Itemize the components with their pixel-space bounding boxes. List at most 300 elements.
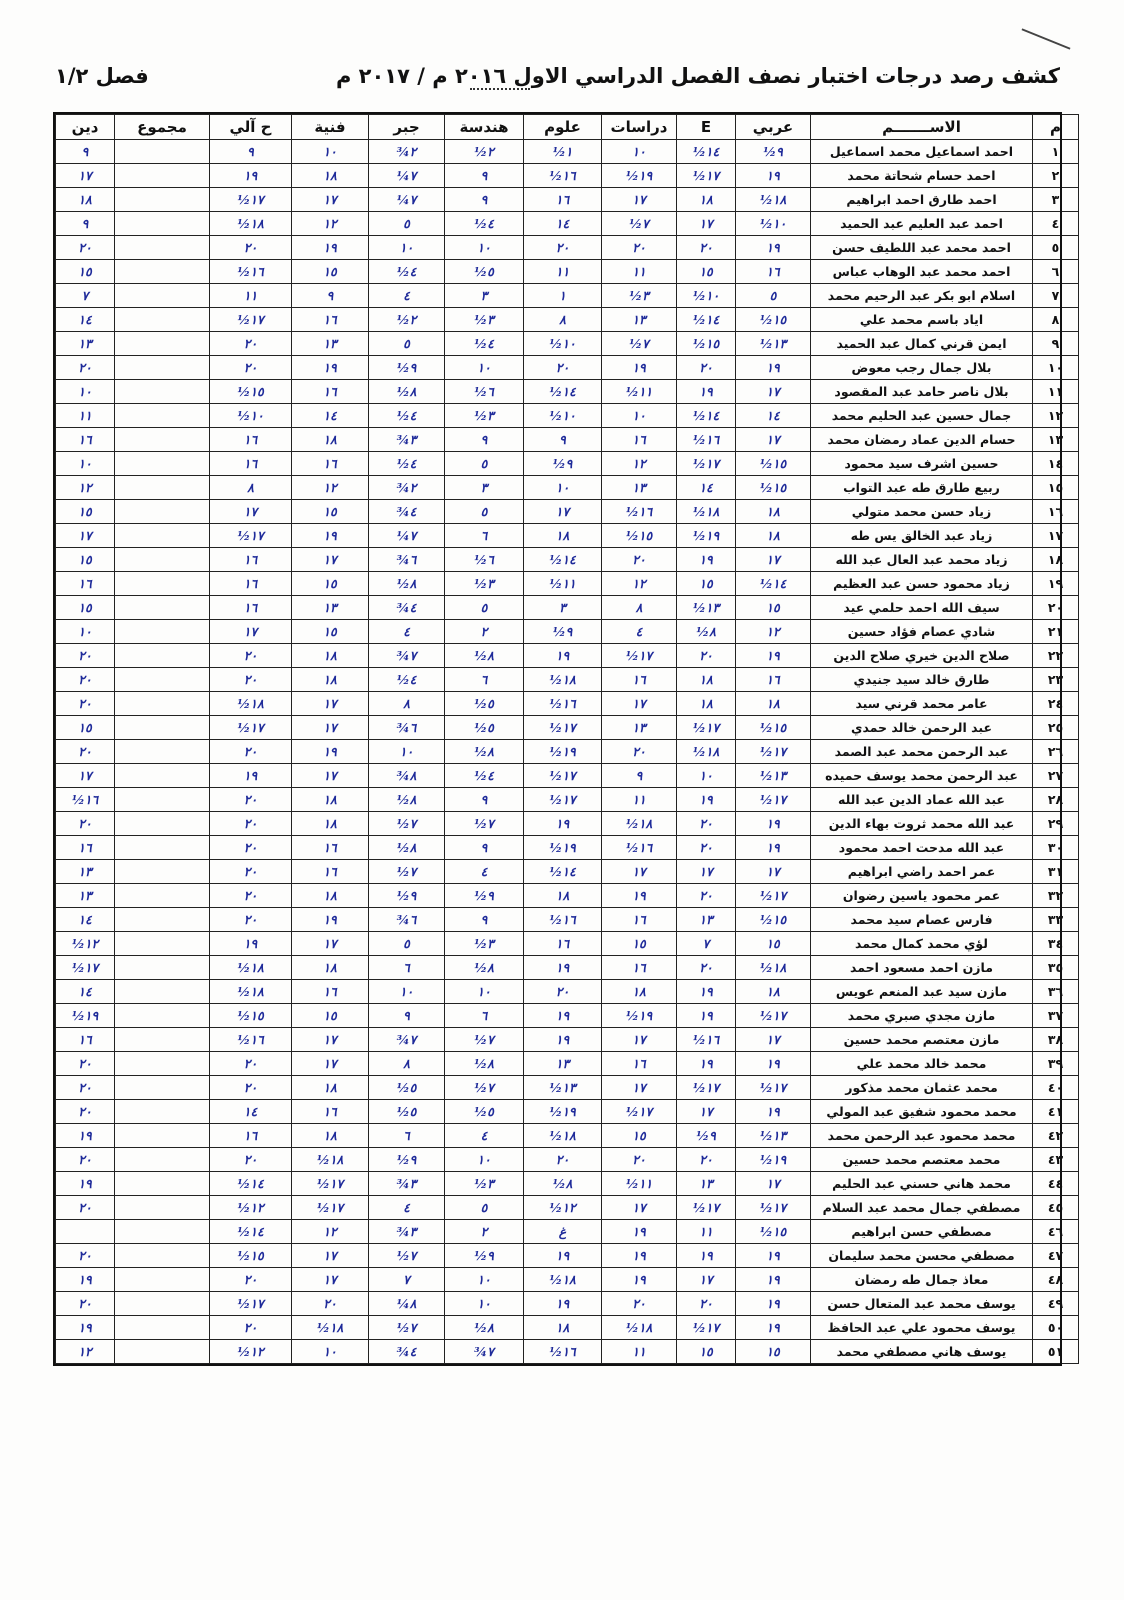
grade-arabic: ١٨½ — [736, 956, 811, 980]
grades-table — [55, 114, 1079, 1364]
table-row — [56, 452, 1079, 476]
row-serial: ٣١ — [1033, 860, 1079, 884]
grade-geometry: ٨½ — [445, 1316, 524, 1340]
grade-art: ١٥ — [292, 500, 369, 524]
grade-science: ١ — [524, 284, 602, 308]
grade-science: ١٦½ — [524, 692, 602, 716]
table-row — [56, 668, 1079, 692]
row-serial: ٣٩ — [1033, 1052, 1079, 1076]
grade-social: ٢٠ — [602, 1148, 677, 1172]
row-serial: ٣٠ — [1033, 836, 1079, 860]
grade-algebra: ٤½ — [369, 452, 445, 476]
grade-art: ١٠ — [292, 1340, 369, 1364]
grade-arabic: ١٧ — [736, 380, 811, 404]
grade-english: ١٥ — [677, 1340, 736, 1364]
grade-geometry: ٥ — [445, 1196, 524, 1220]
row-serial: ٢٢ — [1033, 644, 1079, 668]
table-row — [56, 1004, 1079, 1028]
grade-science: ١٧½ — [524, 764, 602, 788]
table-row — [56, 548, 1079, 572]
grade-geometry: ٨½ — [445, 740, 524, 764]
grade-english: ١٨ — [677, 692, 736, 716]
grade-computer: ٢٠ — [210, 1316, 292, 1340]
grade-social: ١٥ — [602, 1124, 677, 1148]
grade-computer: ١٩ — [210, 764, 292, 788]
grade-total — [115, 524, 210, 548]
header-col-total: مجموع — [115, 115, 210, 140]
grade-english: ١٣½ — [677, 596, 736, 620]
grade-english: ١٧½ — [677, 1196, 736, 1220]
grade-arabic: ١٧ — [736, 1028, 811, 1052]
grade-total — [115, 1100, 210, 1124]
grade-algebra: ٨½ — [369, 572, 445, 596]
grade-art: ١٢ — [292, 1220, 369, 1244]
grade-social: ١٧ — [602, 692, 677, 716]
grade-computer: ١٤½ — [210, 1172, 292, 1196]
grade-art: ١٣ — [292, 596, 369, 620]
table-row — [56, 716, 1079, 740]
grade-computer: ٢٠ — [210, 236, 292, 260]
grade-geometry: ٤½ — [445, 764, 524, 788]
student-name: يوسف محمود علي عبد الحافظ — [811, 1316, 1033, 1340]
grade-computer: ٨ — [210, 476, 292, 500]
row-serial: ٦ — [1033, 260, 1079, 284]
grade-science: ١٠½ — [524, 332, 602, 356]
table-row — [56, 236, 1079, 260]
grade-religion: ١٥ — [56, 500, 115, 524]
student-name: معاذ جمال طه رمضان — [811, 1268, 1033, 1292]
grade-computer: ٢٠ — [210, 332, 292, 356]
grade-geometry: ٣½ — [445, 572, 524, 596]
grade-total — [115, 860, 210, 884]
student-name: ايمن قرني كمال عبد الحميد — [811, 332, 1033, 356]
table-row — [56, 644, 1079, 668]
grade-geometry: ٩ — [445, 908, 524, 932]
student-name: مازن مجدي صبري محمد — [811, 1004, 1033, 1028]
row-serial: ١٣ — [1033, 428, 1079, 452]
grade-computer: ١٨½ — [210, 212, 292, 236]
grade-religion: ١٦ — [56, 428, 115, 452]
grade-arabic: ١٥ — [736, 1340, 811, 1364]
grade-english: ١٠½ — [677, 284, 736, 308]
table-row — [56, 356, 1079, 380]
grade-art: ١٦ — [292, 308, 369, 332]
row-serial: ٢٣ — [1033, 668, 1079, 692]
grade-arabic: ١٥½ — [736, 308, 811, 332]
grade-geometry: ١٠ — [445, 236, 524, 260]
grade-english: ٢٠ — [677, 836, 736, 860]
grade-arabic: ١٩ — [736, 1052, 811, 1076]
grade-total — [115, 188, 210, 212]
sheet-header — [55, 64, 1060, 98]
grade-total — [115, 596, 210, 620]
grade-english: ١٥ — [677, 572, 736, 596]
grade-total — [115, 716, 210, 740]
grade-science: ١٦ — [524, 188, 602, 212]
grade-computer: ١٦ — [210, 548, 292, 572]
grade-algebra: ٤¾ — [369, 1340, 445, 1364]
grade-science: ١٠ — [524, 476, 602, 500]
grade-social: ١٣ — [602, 476, 677, 500]
grade-social: ١٠ — [602, 404, 677, 428]
row-serial: ٣٣ — [1033, 908, 1079, 932]
grade-computer: ٢٠ — [210, 1148, 292, 1172]
grade-computer: ١٧½ — [210, 1292, 292, 1316]
grade-computer: ١٦ — [210, 596, 292, 620]
grade-computer: ٢٠ — [210, 860, 292, 884]
header-col-computer: ح آلي — [210, 115, 292, 140]
grade-algebra: ٨½ — [369, 788, 445, 812]
grade-computer: ١٦ — [210, 572, 292, 596]
grade-algebra: ٢½ — [369, 308, 445, 332]
grade-total — [115, 380, 210, 404]
grade-total — [115, 548, 210, 572]
student-name: يوسف هاني مصطفي محمد — [811, 1340, 1033, 1364]
grade-computer: ١٦½ — [210, 260, 292, 284]
grade-total — [115, 956, 210, 980]
grade-religion: ١٧ — [56, 164, 115, 188]
table-row — [56, 1124, 1079, 1148]
student-name: عامر محمد قرني سيد — [811, 692, 1033, 716]
grade-total — [115, 1196, 210, 1220]
grade-religion: ٢٠ — [56, 644, 115, 668]
grade-geometry: ٣½ — [445, 932, 524, 956]
grade-arabic: ١٩ — [736, 644, 811, 668]
row-serial: ١٨ — [1033, 548, 1079, 572]
header-col-religion: دين — [56, 115, 115, 140]
grade-total — [115, 1148, 210, 1172]
grade-geometry: ٥ — [445, 500, 524, 524]
table-row — [56, 620, 1079, 644]
grade-arabic: ١٧ — [736, 860, 811, 884]
table-row — [56, 428, 1079, 452]
grade-religion: ١٧½ — [56, 956, 115, 980]
grade-algebra: ٤½ — [369, 404, 445, 428]
row-serial: ٢٤ — [1033, 692, 1079, 716]
header-col-name: الاســـــــم — [811, 115, 1033, 140]
grade-social: ١٩ — [602, 1244, 677, 1268]
grade-english: ١٣ — [677, 1172, 736, 1196]
table-row — [56, 524, 1079, 548]
grade-total — [115, 428, 210, 452]
grade-english: ١٩ — [677, 1052, 736, 1076]
grade-total — [115, 1076, 210, 1100]
grade-art: ١٨ — [292, 644, 369, 668]
grade-geometry: ٥½ — [445, 260, 524, 284]
grade-algebra: ٦ — [369, 956, 445, 980]
grade-total — [115, 236, 210, 260]
grade-social: ٨ — [602, 596, 677, 620]
grade-social: ١٨½ — [602, 812, 677, 836]
grade-total — [115, 308, 210, 332]
grade-arabic: ١٥½ — [736, 908, 811, 932]
table-row — [56, 164, 1079, 188]
grade-algebra: ٥½ — [369, 1100, 445, 1124]
grade-art: ١٧ — [292, 1244, 369, 1268]
grade-algebra: ٣¾ — [369, 1172, 445, 1196]
grade-art: ١٨ — [292, 164, 369, 188]
grade-english: ١٩ — [677, 788, 736, 812]
grade-arabic: ١٤½ — [736, 572, 811, 596]
grade-science: ١٧ — [524, 500, 602, 524]
grade-science: ١٨½ — [524, 1124, 602, 1148]
row-serial: ٣٢ — [1033, 884, 1079, 908]
grade-art: ١٦ — [292, 380, 369, 404]
grade-social: ٣½ — [602, 284, 677, 308]
grade-science: ١١ — [524, 260, 602, 284]
grade-computer: ١٠½ — [210, 404, 292, 428]
grade-art: ١٩ — [292, 524, 369, 548]
grade-religion: ١٠ — [56, 380, 115, 404]
grade-science: ١٦½ — [524, 164, 602, 188]
grade-religion: ١٥ — [56, 716, 115, 740]
grade-geometry: ٤ — [445, 860, 524, 884]
grade-social: ٧½ — [602, 212, 677, 236]
grade-religion: ١٤ — [56, 308, 115, 332]
student-name: بلال جمال رجب معوض — [811, 356, 1033, 380]
grade-arabic: ١٧½ — [736, 788, 811, 812]
grade-geometry: ٣½ — [445, 1172, 524, 1196]
grade-art: ١٨ — [292, 884, 369, 908]
grade-algebra: ٩½ — [369, 884, 445, 908]
grade-arabic: ١٧ — [736, 1172, 811, 1196]
grade-arabic: ١٩ — [736, 1268, 811, 1292]
grade-geometry: ٩ — [445, 836, 524, 860]
grade-algebra: ٧½ — [369, 812, 445, 836]
student-name: احمد اسماعيل محمد اسماعيل — [811, 140, 1033, 164]
grade-religion: ٢٠ — [56, 1100, 115, 1124]
grade-english: ٩½ — [677, 1124, 736, 1148]
grade-algebra: ٤ — [369, 620, 445, 644]
grade-geometry: ٥ — [445, 452, 524, 476]
grade-arabic: ١٩ — [736, 1292, 811, 1316]
grade-arabic: ١٩½ — [736, 1148, 811, 1172]
grade-algebra: ١٠ — [369, 980, 445, 1004]
grade-art: ١٧ — [292, 188, 369, 212]
grade-total — [115, 140, 210, 164]
grade-social: ١٦ — [602, 908, 677, 932]
grade-english: ١٤½ — [677, 308, 736, 332]
grade-english: ١٧½ — [677, 1316, 736, 1340]
grade-geometry: ٦ — [445, 524, 524, 548]
grade-religion: ١٦ — [56, 572, 115, 596]
table-row — [56, 812, 1079, 836]
grade-computer: ١٢½ — [210, 1196, 292, 1220]
grade-geometry: ٥½ — [445, 1100, 524, 1124]
grade-english: ٢٠ — [677, 884, 736, 908]
grade-computer: ٢٠ — [210, 884, 292, 908]
student-name: فارس عصام سيد محمد — [811, 908, 1033, 932]
grade-geometry: ٢ — [445, 620, 524, 644]
grade-computer: ١٥½ — [210, 1004, 292, 1028]
row-serial: ٤١ — [1033, 1100, 1079, 1124]
grade-arabic: ١٥½ — [736, 452, 811, 476]
grade-computer: ٢٠ — [210, 356, 292, 380]
table-row — [56, 788, 1079, 812]
row-serial: ٥١ — [1033, 1340, 1079, 1364]
table-row — [56, 140, 1079, 164]
grade-geometry: ٣ — [445, 476, 524, 500]
grade-social: ١١½ — [602, 1172, 677, 1196]
grade-science: ١٩½ — [524, 740, 602, 764]
grade-art: ١٣ — [292, 332, 369, 356]
grade-science: ٢٠ — [524, 980, 602, 1004]
grade-religion: ٢٠ — [56, 1076, 115, 1100]
student-name: طارق خالد سيد جنيدي — [811, 668, 1033, 692]
grade-algebra: ٤½ — [369, 260, 445, 284]
grade-social: ١٢ — [602, 452, 677, 476]
grade-geometry: ١٠ — [445, 1292, 524, 1316]
grade-geometry: ٩ — [445, 428, 524, 452]
grade-religion: ٢٠ — [56, 1148, 115, 1172]
row-serial: ١ — [1033, 140, 1079, 164]
grade-total — [115, 212, 210, 236]
grade-algebra: ٥ — [369, 332, 445, 356]
row-serial: ٨ — [1033, 308, 1079, 332]
grade-algebra: ٩½ — [369, 1148, 445, 1172]
grade-algebra: ٤½ — [369, 668, 445, 692]
grade-geometry: ٩½ — [445, 884, 524, 908]
grade-art: ١٥ — [292, 1004, 369, 1028]
grade-art: ١٧ — [292, 716, 369, 740]
grade-art: ١٥ — [292, 620, 369, 644]
grade-english: ١٤½ — [677, 140, 736, 164]
grade-science: ١٦ — [524, 932, 602, 956]
grade-computer: ٢٠ — [210, 812, 292, 836]
student-name: اسلام ابو بكر عبد الرحيم محمد — [811, 284, 1033, 308]
grade-science: ٢٠ — [524, 1148, 602, 1172]
grade-total — [115, 356, 210, 380]
header-col-arabic: عربي — [736, 115, 811, 140]
grade-art: ١٥ — [292, 260, 369, 284]
grade-english: ١٨½ — [677, 740, 736, 764]
grade-religion: ٩ — [56, 212, 115, 236]
grade-geometry: ٨½ — [445, 644, 524, 668]
grade-algebra: ٨¼ — [369, 1292, 445, 1316]
grade-art: ١٩ — [292, 356, 369, 380]
grade-english: ٢٠ — [677, 1292, 736, 1316]
table-row — [56, 908, 1079, 932]
row-serial: ٣٤ — [1033, 932, 1079, 956]
grade-arabic: ١٧½ — [736, 1004, 811, 1028]
grade-computer: ١٤ — [210, 1100, 292, 1124]
table-row — [56, 380, 1079, 404]
grade-computer: ١٧½ — [210, 716, 292, 740]
grade-religion: ١٢½ — [56, 932, 115, 956]
grade-religion: ١٩ — [56, 1268, 115, 1292]
grade-geometry: ١٠ — [445, 1268, 524, 1292]
row-serial: ١٦ — [1033, 500, 1079, 524]
grade-english: ١٥ — [677, 260, 736, 284]
grade-algebra: ٤¾ — [369, 500, 445, 524]
grade-arabic: ١٨ — [736, 524, 811, 548]
grade-english: ١٩½ — [677, 524, 736, 548]
grade-social: ٢٠ — [602, 1292, 677, 1316]
grade-total — [115, 1124, 210, 1148]
grade-religion: ٢٠ — [56, 356, 115, 380]
student-name: مصطفي جمال محمد عبد السلام — [811, 1196, 1033, 1220]
student-name: عبد الله محمد ثروت بهاء الدين — [811, 812, 1033, 836]
student-name: زياد عبد الخالق يس طه — [811, 524, 1033, 548]
grade-social: ١٦ — [602, 956, 677, 980]
table-row — [56, 1220, 1079, 1244]
grade-social: ١٧½ — [602, 644, 677, 668]
grade-computer: ١٩ — [210, 164, 292, 188]
grade-religion: ٢٠ — [56, 740, 115, 764]
grade-science: ١٤½ — [524, 548, 602, 572]
grade-algebra: ١٠ — [369, 236, 445, 260]
grade-arabic: ١٩ — [736, 836, 811, 860]
grade-arabic: ١٥ — [736, 596, 811, 620]
grade-geometry: ٣½ — [445, 308, 524, 332]
row-serial: ٩ — [1033, 332, 1079, 356]
grade-computer: ٢٠ — [210, 1076, 292, 1100]
row-serial: ٢٩ — [1033, 812, 1079, 836]
row-serial: ٣٥ — [1033, 956, 1079, 980]
student-name: مازن احمد مسعود احمد — [811, 956, 1033, 980]
grade-algebra: ٦¾ — [369, 548, 445, 572]
grade-english: ١١ — [677, 1220, 736, 1244]
grade-computer: ١٧ — [210, 620, 292, 644]
grade-science: ١٨ — [524, 1316, 602, 1340]
student-name: يوسف محمد عبد المتعال حسن — [811, 1292, 1033, 1316]
grade-art: ١٦ — [292, 836, 369, 860]
grade-social: ١٣ — [602, 308, 677, 332]
grade-art: ١٢ — [292, 212, 369, 236]
grade-social: ١٦½ — [602, 836, 677, 860]
grade-religion: ٢٠ — [56, 692, 115, 716]
row-serial: ٢٠ — [1033, 596, 1079, 620]
grade-english: ٢٠ — [677, 956, 736, 980]
grade-algebra: ٢¾ — [369, 476, 445, 500]
grade-art: ١٦ — [292, 980, 369, 1004]
student-name: عبد الرحمن خالد حمدي — [811, 716, 1033, 740]
header-col-science: علوم — [524, 115, 602, 140]
table-row — [56, 1148, 1079, 1172]
grade-algebra: ٧¾ — [369, 1028, 445, 1052]
grade-english: ١٧ — [677, 860, 736, 884]
grade-science: ٩ — [524, 428, 602, 452]
grade-total — [115, 1268, 210, 1292]
grade-religion: ٢٠ — [56, 236, 115, 260]
grade-algebra: ٦¾ — [369, 908, 445, 932]
grade-social: ١٠ — [602, 140, 677, 164]
grade-social: ١٩ — [602, 356, 677, 380]
grade-art: ١٨½ — [292, 1316, 369, 1340]
grade-computer: ٢٠ — [210, 788, 292, 812]
grade-social: ١٧ — [602, 1076, 677, 1100]
grade-total — [115, 1172, 210, 1196]
grade-arabic: ١٧½ — [736, 1196, 811, 1220]
grade-art: ١٨½ — [292, 1148, 369, 1172]
grade-religion — [56, 1220, 115, 1244]
grade-art: ٩ — [292, 284, 369, 308]
grade-art: ١٨ — [292, 788, 369, 812]
grade-arabic: ١٦ — [736, 668, 811, 692]
grade-geometry: ١٠ — [445, 356, 524, 380]
grade-computer: ١٦ — [210, 452, 292, 476]
grade-art: ١٩ — [292, 908, 369, 932]
student-name: عمر احمد راضي ابراهيم — [811, 860, 1033, 884]
grade-science: ١٨½ — [524, 1268, 602, 1292]
row-serial: ١٧ — [1033, 524, 1079, 548]
table-row — [56, 764, 1079, 788]
student-name: احمد محمد عبد اللطيف حسن — [811, 236, 1033, 260]
header-col-social: دراسات — [602, 115, 677, 140]
grade-art: ١٧½ — [292, 1196, 369, 1220]
student-name: مازن معتصم محمد حسين — [811, 1028, 1033, 1052]
grade-religion: ٧ — [56, 284, 115, 308]
